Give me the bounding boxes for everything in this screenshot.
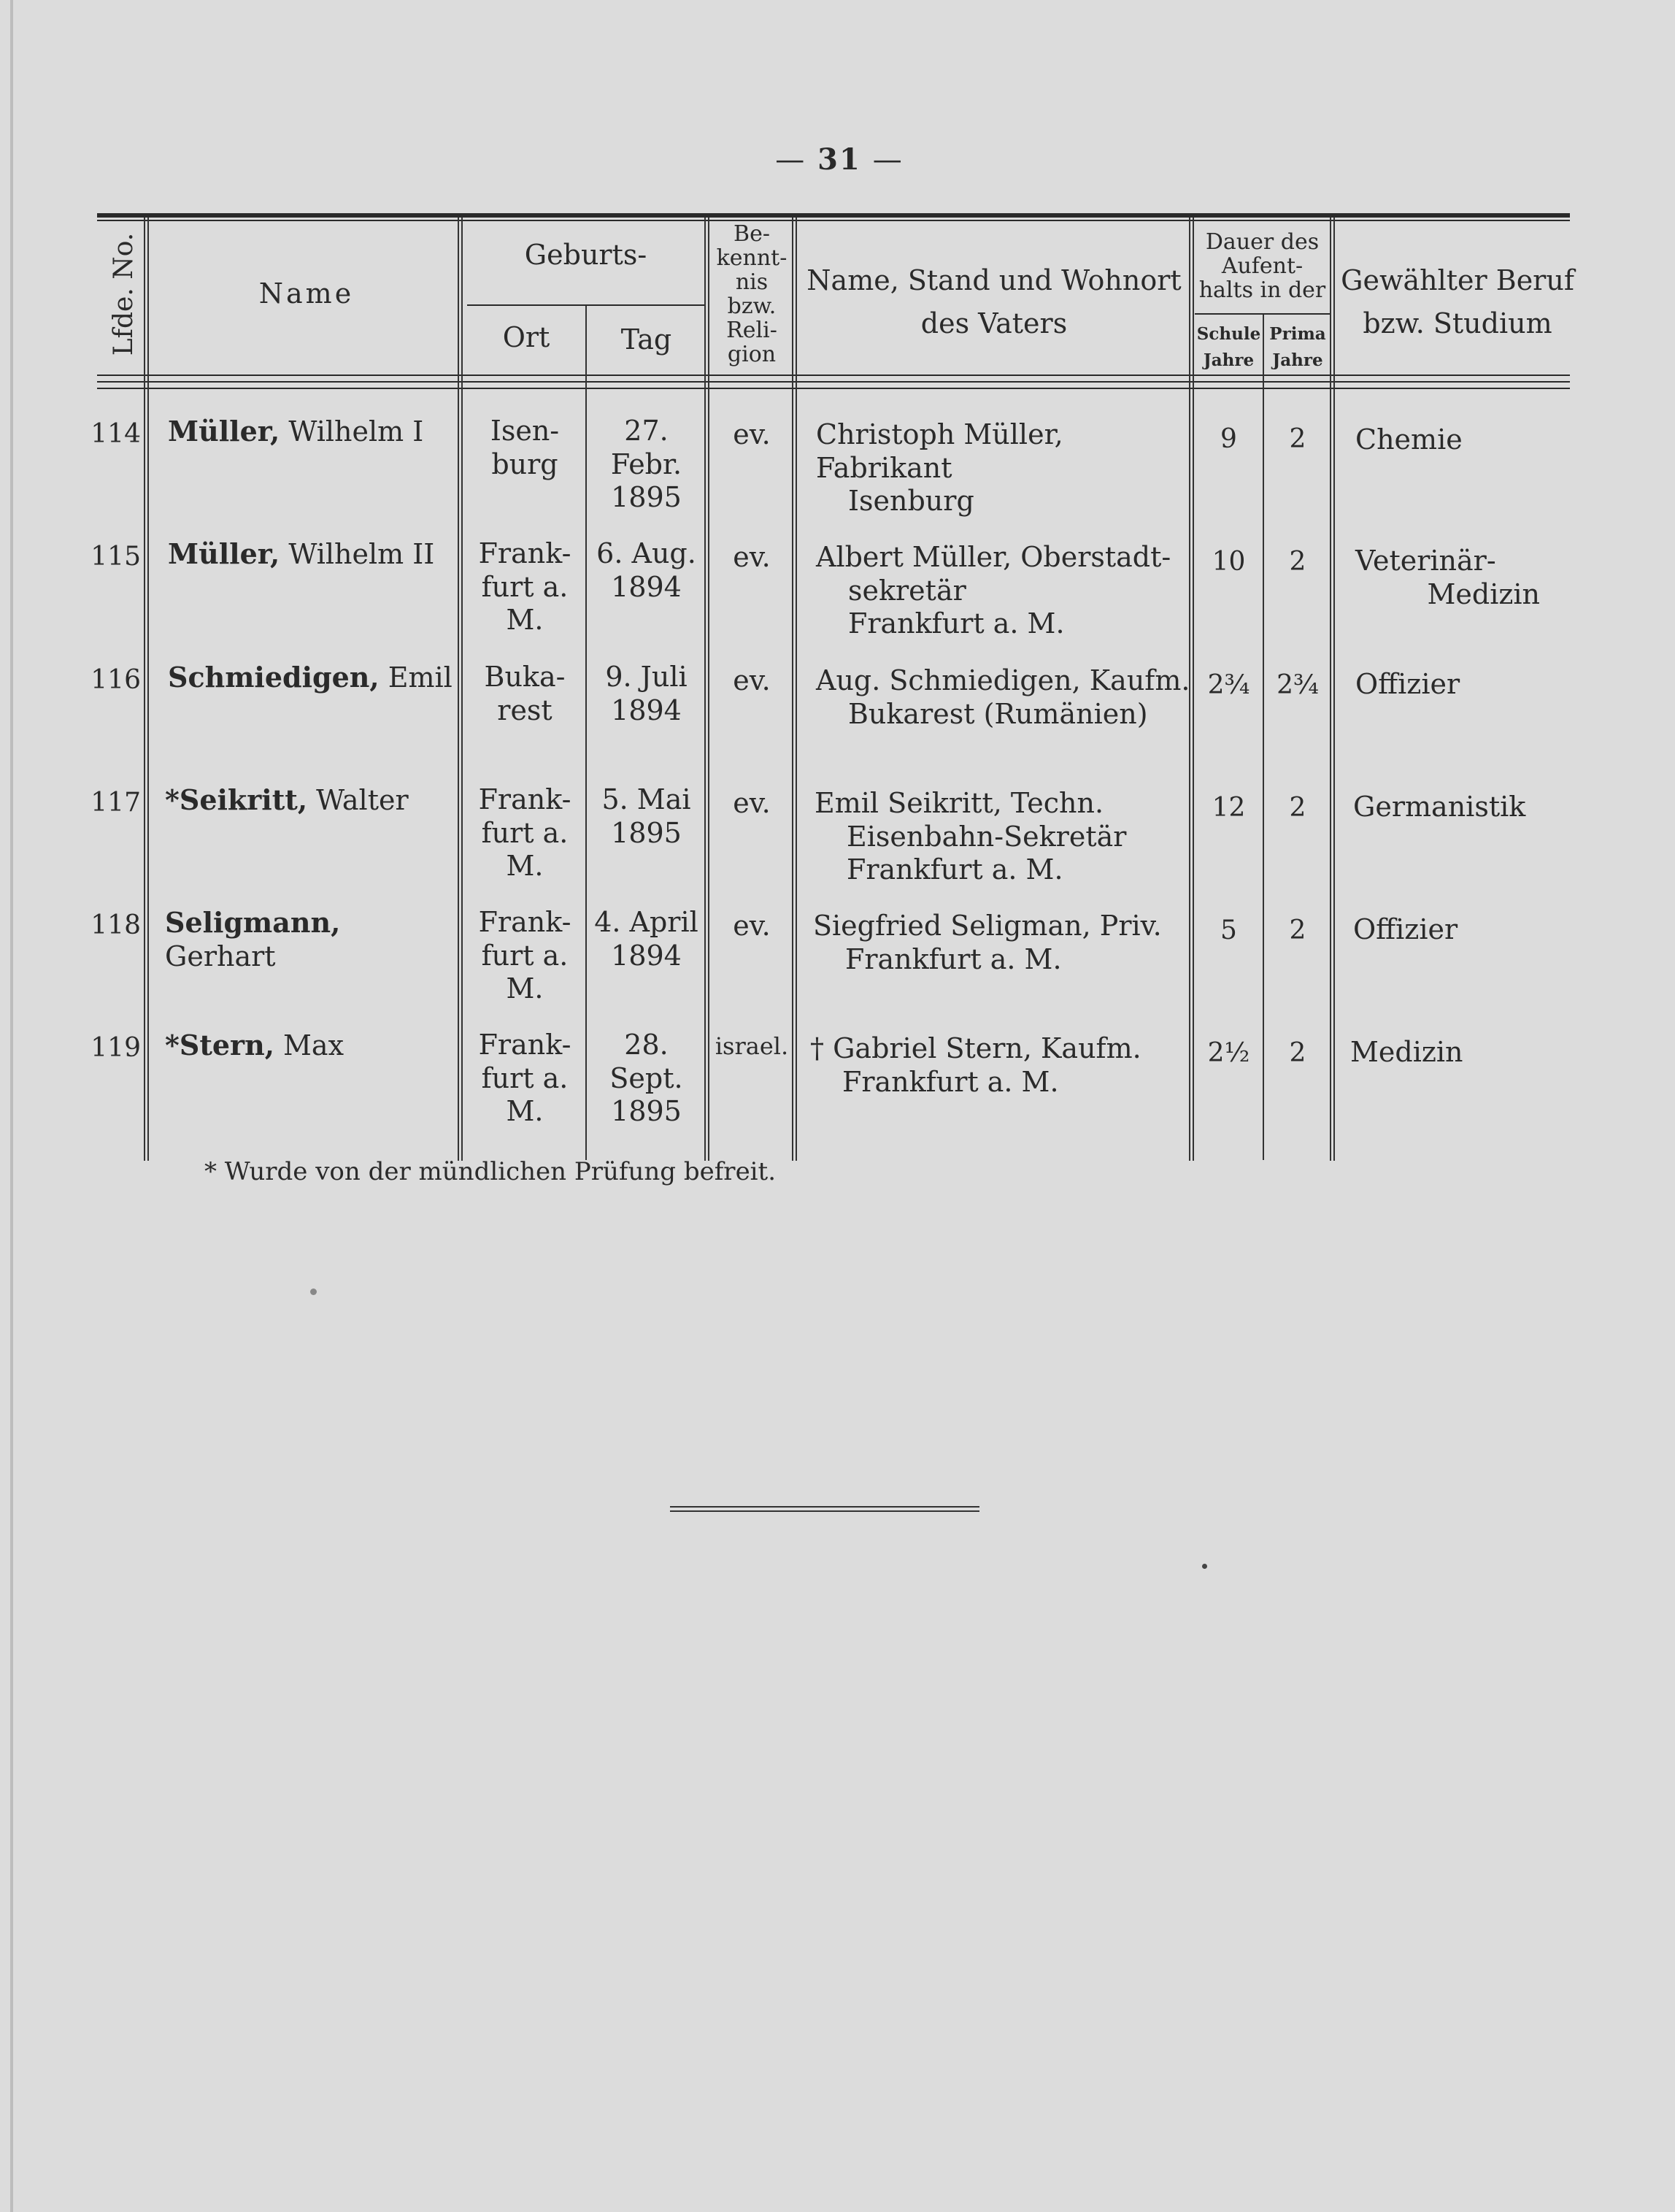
birth-place: Buka- rest	[484, 661, 566, 726]
birth-place: Frank- furt a. M.	[478, 783, 571, 883]
birth-day: 28. Sept. 1895	[609, 1029, 683, 1128]
student-name: *Seikritt, Walter	[165, 783, 409, 816]
school-years: 5	[1220, 915, 1237, 945]
header-school-years: Schule Jahre	[1196, 324, 1261, 370]
row-number: 118	[91, 910, 141, 940]
header-duration: Dauer des Aufent- halts in der	[1198, 229, 1326, 303]
row-number: 119	[91, 1033, 141, 1063]
header-birth-day: Tag	[620, 323, 672, 356]
table-top-rule-thin	[97, 220, 1570, 221]
chosen-career: Offizier	[1355, 668, 1460, 700]
paper-speck	[310, 1289, 317, 1295]
row-number: 117	[91, 788, 141, 818]
header-bottom-rule-3	[97, 388, 1570, 389]
school-years: 2¾	[1207, 670, 1250, 700]
column-divider	[792, 218, 797, 1161]
header-bottom-rule-2	[97, 381, 1570, 383]
birth-place: Isen- burg	[490, 415, 560, 480]
father-info: Albert Müller, Oberstadt- sekretär Frankfurt a. M.	[816, 541, 1171, 640]
header-bottom-rule	[97, 375, 1570, 376]
birth-day: 27. Febr. 1895	[610, 415, 682, 514]
footnote: * Wurde von der mündlichen Prüfung befreit.	[204, 1157, 777, 1186]
student-name: Schmiedigen, Emil	[168, 661, 453, 694]
religion: ev.	[733, 787, 771, 819]
prima-years: 2	[1289, 424, 1306, 454]
father-info: Siegfried Seligman, Priv. Frankfurt a. M.	[813, 910, 1162, 975]
school-years: 10	[1212, 547, 1246, 577]
column-divider	[144, 218, 149, 1161]
religion: ev.	[733, 418, 771, 450]
father-info: Aug. Schmiedigen, Kaufm. Bukarest (Rumänien)	[816, 664, 1190, 730]
prima-years: 2¾	[1277, 670, 1319, 700]
student-name: Seligmann, Gerhart	[165, 906, 341, 972]
column-divider	[585, 306, 587, 1160]
column-divider	[1263, 315, 1264, 1160]
school-years: 2½	[1207, 1038, 1250, 1068]
religion: ev.	[733, 910, 771, 942]
chosen-career: Veterinär- Medizin	[1355, 545, 1540, 610]
religion: israel.	[715, 1032, 789, 1060]
religion: ev.	[733, 541, 771, 573]
row-number: 116	[91, 665, 141, 695]
page-number-value: 31	[817, 142, 861, 177]
prima-years: 2	[1289, 915, 1306, 945]
page-number	[752, 142, 927, 177]
birth-place: Frank- furt a. M.	[478, 537, 571, 637]
row-number: 114	[91, 419, 141, 449]
row-number: 115	[91, 542, 141, 572]
birth-day: 6. Aug. 1894	[596, 537, 696, 603]
birth-place: Frank- furt a. M.	[478, 906, 571, 1005]
student-name: *Stern, Max	[165, 1029, 344, 1061]
prima-years: 2	[1289, 793, 1306, 823]
closing-rule	[670, 1510, 979, 1512]
father-info: Christoph Müller, Fabrikant Isenburg	[816, 418, 1063, 518]
chosen-career: Offizier	[1353, 913, 1458, 945]
school-years: 9	[1220, 424, 1237, 454]
table-top-rule	[97, 213, 1570, 218]
page-number-dash-right: —	[872, 143, 904, 177]
prima-years: 2	[1289, 547, 1306, 577]
column-divider	[1330, 218, 1335, 1161]
paper-speck	[1202, 1564, 1207, 1569]
page-number-dash-left: —	[775, 143, 806, 177]
chosen-career: Chemie	[1355, 423, 1463, 456]
header-name: Name	[258, 277, 355, 310]
column-divider	[704, 218, 709, 1161]
birth-place: Frank- furt a. M.	[478, 1029, 571, 1128]
header-birth: Geburts-	[524, 239, 647, 271]
birth-day: 5. Mai 1895	[601, 783, 691, 849]
school-years: 12	[1212, 793, 1246, 823]
header-religion: Be- kennt- nis bzw. Reli- gion	[716, 221, 788, 367]
header-lfde-no: Lfde. No.	[109, 232, 139, 356]
page-edge	[10, 0, 13, 2212]
chosen-career: Germanistik	[1353, 791, 1526, 823]
header-prima-years: Prima Jahre	[1269, 324, 1326, 370]
chosen-career: Medizin	[1350, 1036, 1463, 1068]
header-birth-place: Ort	[502, 321, 550, 353]
student-name: Müller, Wilhelm II	[168, 537, 435, 570]
father-info: Emil Seikritt, Techn. Eisenbahn-Sekretär Frankfurt a. M.	[815, 787, 1127, 886]
closing-rule	[670, 1506, 979, 1508]
prima-years: 2	[1289, 1038, 1306, 1068]
header-career: Gewählter Beruf bzw. Studium	[1341, 264, 1574, 339]
header-father: Name, Stand und Wohnort des Vaters	[806, 264, 1182, 339]
religion: ev.	[733, 664, 771, 696]
birth-day: 9. Juli 1894	[605, 661, 688, 726]
student-name: Müller, Wilhelm I	[168, 415, 424, 448]
birth-day: 4. April 1894	[594, 906, 698, 972]
father-info: † Gabriel Stern, Kaufm. Frankfurt a. M.	[810, 1032, 1141, 1098]
